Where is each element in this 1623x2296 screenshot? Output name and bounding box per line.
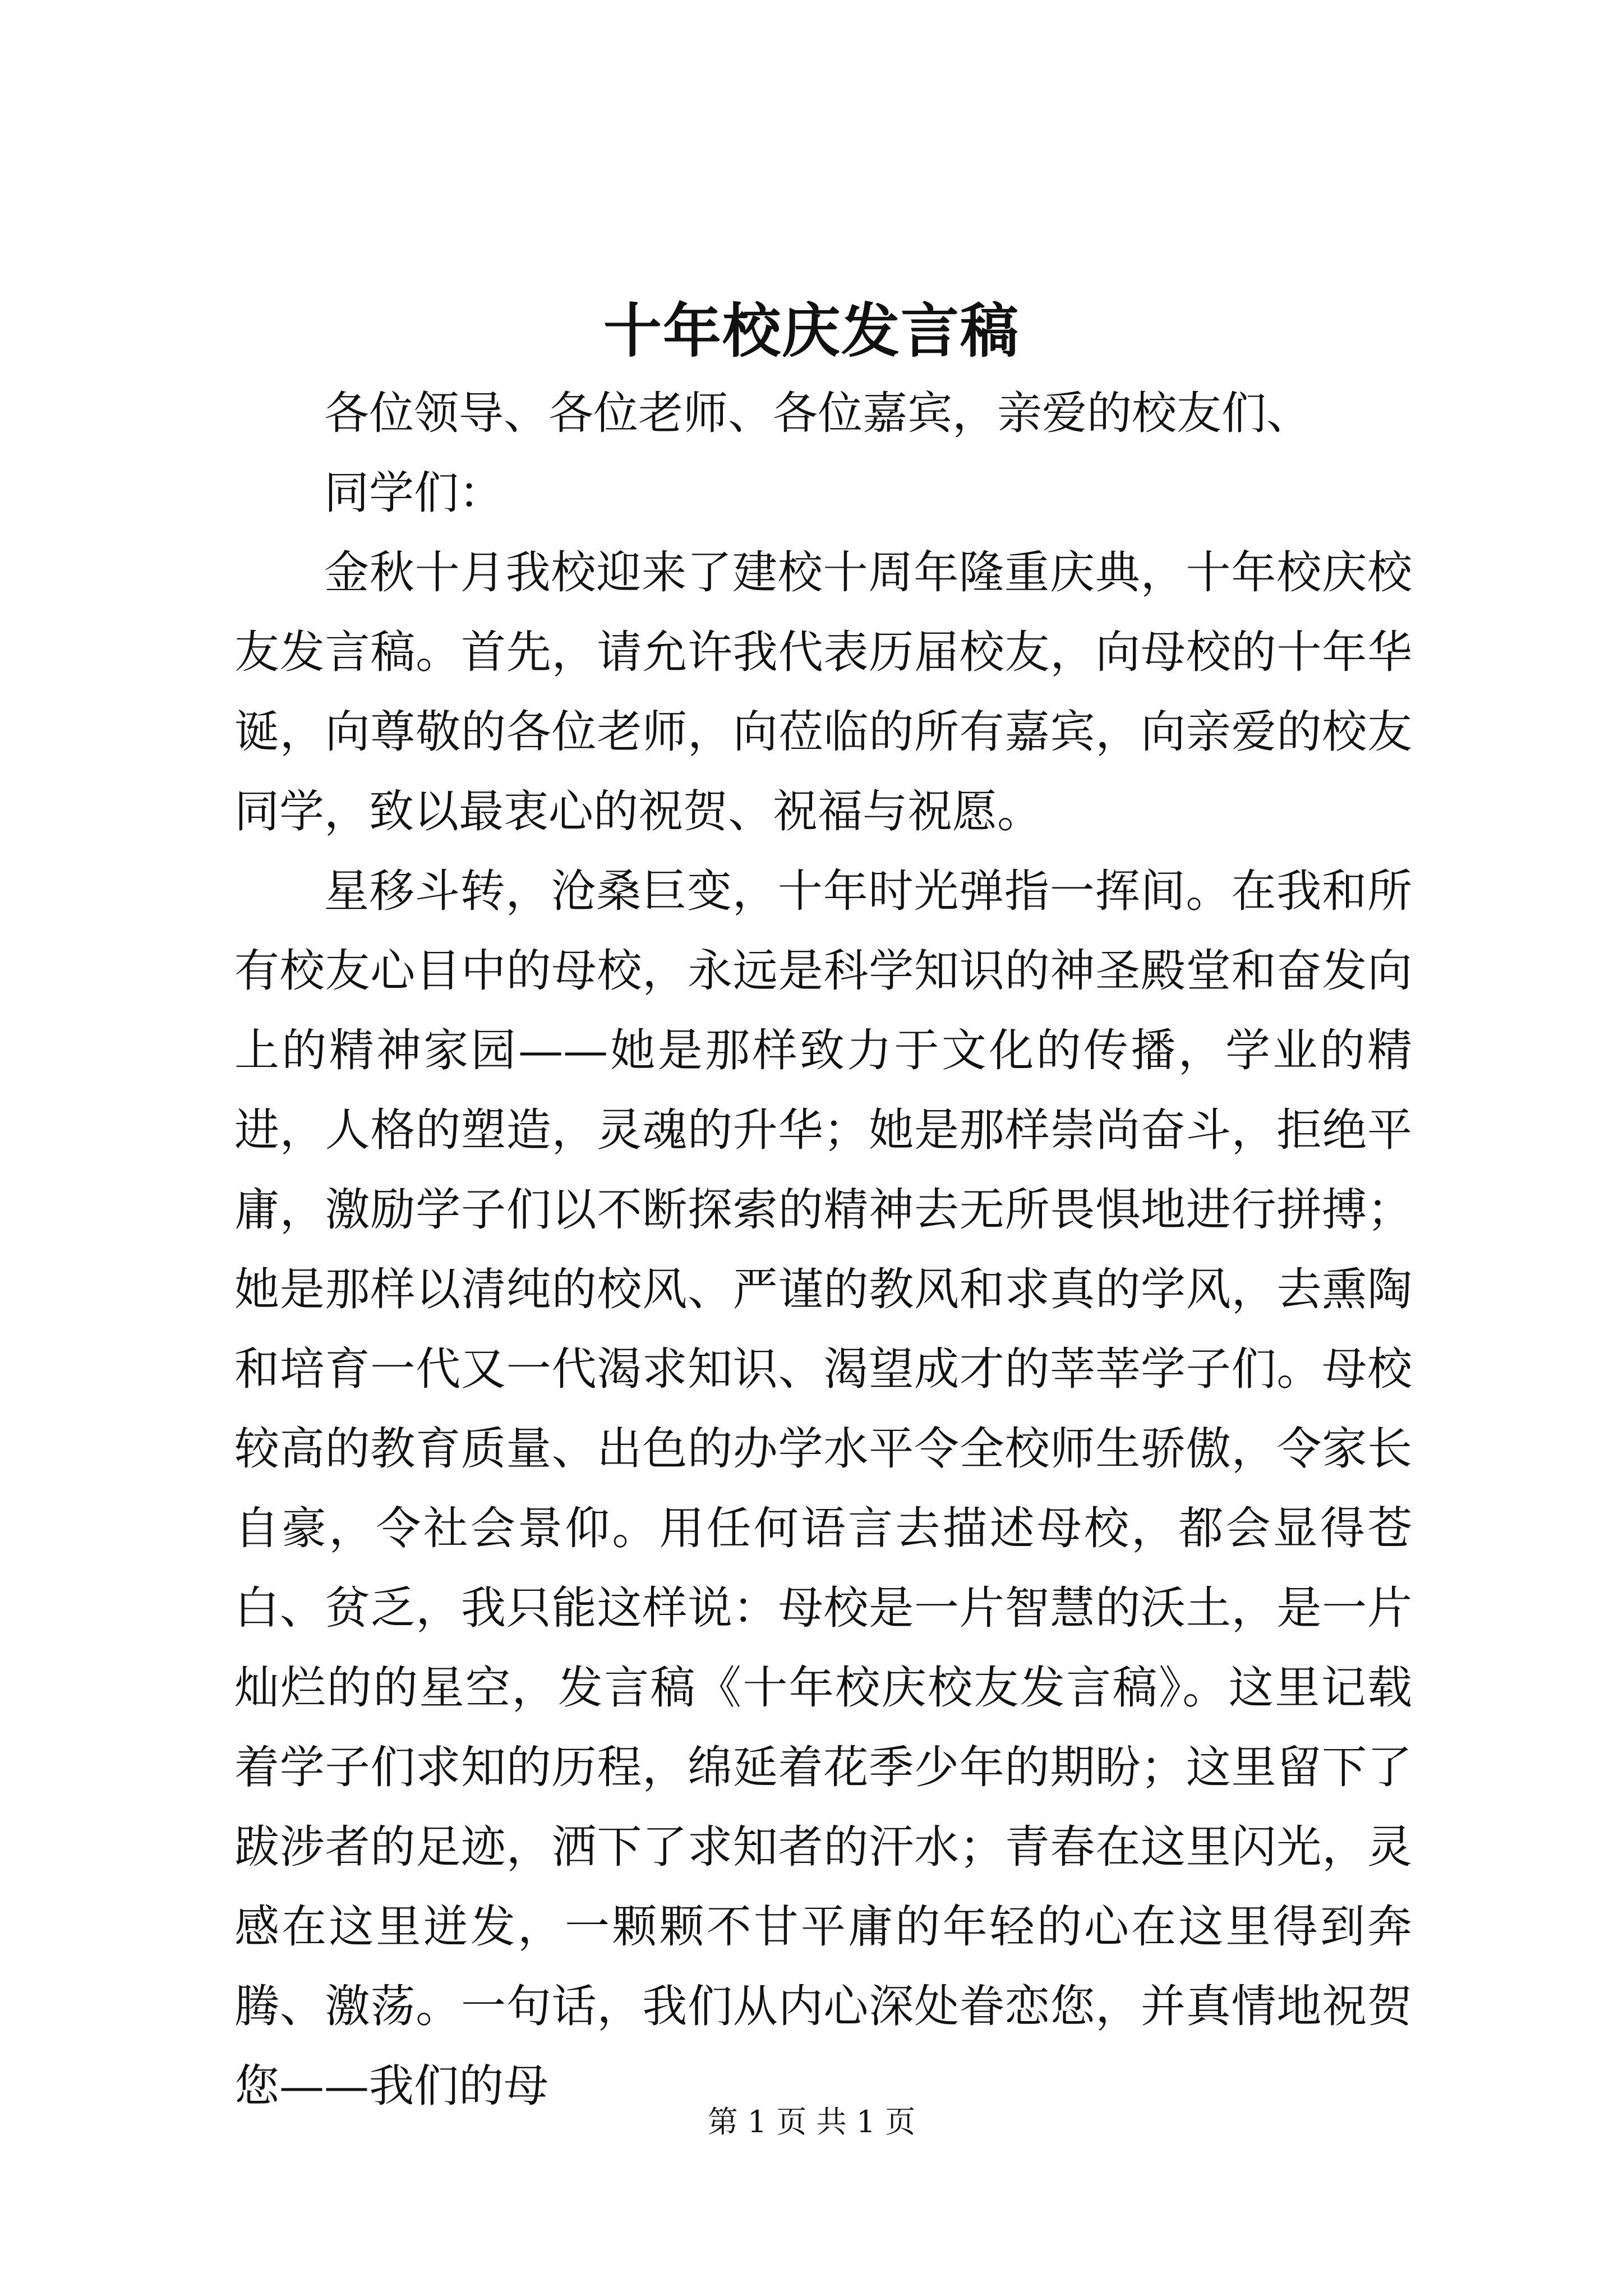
page-number-footer: 第 1 页 共 1 页	[707, 2104, 916, 2139]
salutation-line-continued: 同学们：	[324, 467, 504, 519]
document-title: 十年校庆发言稿	[603, 296, 1020, 365]
body-paragraph: 金秋十月我校迎来了建校十周年隆重庆典，十年校庆校友发言稿。首先，请允许我代表历届校友，向母校的十年华诞，向尊敬的各位老师，向莅临的所有嘉宾，向亲爱的校友同学，致以最衷心的祝贺、祝福与祝愿。	[234, 546, 1412, 838]
document-body	[234, 374, 1412, 2126]
salutation-line: 各位领导、各位老师、各位嘉宾，亲爱的校友们、	[324, 387, 1311, 439]
body-paragraph: 星移斗转，沧桑巨变，十年时光弹指一挥间。在我和所有校友心目中的母校，永远是科学知识的神圣殿堂和奋发向上的精神家园——她是那样致力于文化的传播，学业的精进，人格的塑造，灵魂的升华；她是那样崇尚奋斗，拒绝平庸，激励学子们以不断探索的精神去无所畏惧地进行拼搏；她是那样以清纯的校风、严谨的教风和求真的学风，去熏陶和培育一代又一代渴求知识、渴望成才的莘莘学子们。母校较高的教育质量、出色的办学水平令全校师生骄傲，令家长自豪，令社会景仰。用任何语言去描述母校，都会显得苍白、贫乏，我只能这样说：母校是一片智慧的沃土，是一片灿烂的的星空，发言稿《十年校庆校友发言稿》。这里记载着学子们求知的历程，绵延着花季少年的期盼；这里留下了跋涉者的足迹，洒下了求知者的汗水；青春在这里闪光，灵感在这里迸发，一颗颗不甘平庸的年轻的心在这里得到奔腾、激荡。一句话，我们从内心深处眷恋您，并真情地祝贺您——我们的母	[234, 865, 1412, 2112]
